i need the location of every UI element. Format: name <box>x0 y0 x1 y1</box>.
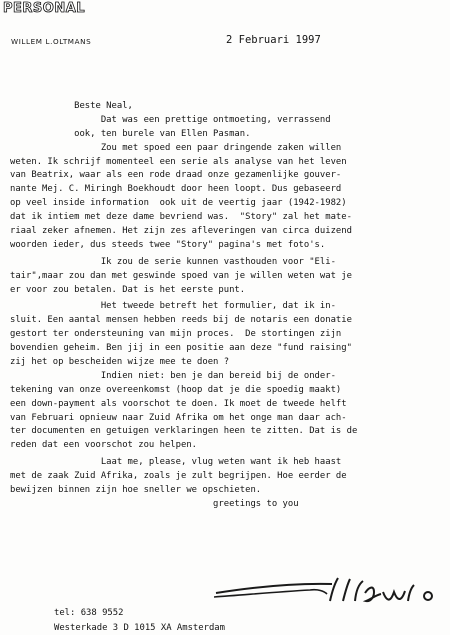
body-line: nante Mej. C. Miringh Boekhoudt door heen loopt. Dus gebaseerd <box>10 184 342 195</box>
body-line: zij het op bescheiden wijze mee te doen ? <box>10 357 230 368</box>
body-line: met de zaak Zuid Afrika, zoals je zult begrijpen. Hoe eerder de <box>10 471 347 482</box>
body-line: bovendien geheim. Ben jij in een positie aan deze "fund raising" <box>10 343 352 354</box>
body-line: tekening van onze overeenkomst (hoop dat je die spoedig maakt) <box>10 384 342 395</box>
body-line: van Februari opnieuw naar Zuid Afrika om het onge man daar ach- <box>10 412 347 423</box>
contact-block <box>54 606 225 636</box>
body-line: weten. Ik schrijf momenteel een serie als analyse van het leven <box>10 156 347 167</box>
letter-body <box>10 100 450 512</box>
body-line: een down-payment als voorschot te doen. Ik moet de tweede helft <box>10 398 347 409</box>
body-line: ook, ten burele van Ellen Pasman. <box>10 128 251 139</box>
body-line: riaal zeker afnemen. Het zijn zes afleveringen van circa duizend <box>10 226 352 237</box>
body-line: Ik zou de serie kunnen vasthouden voor "Eli- <box>10 256 336 267</box>
body-line: er voor zou betalen. Dat is het eerste punt. <box>10 284 246 295</box>
handwritten-signature <box>214 575 440 615</box>
body-line: bewijzen binnen zijn hoe sneller we opschieten. <box>10 485 262 496</box>
body-line: woorden ieder, dus steeds twee "Story" pagina's met foto's. <box>10 239 326 250</box>
body-line: dat ik intiem met deze dame bevriend was. "Story" zal het mate- <box>10 212 352 223</box>
letterhead-mark: PERSONAL <box>3 1 86 16</box>
salutation: Beste Neal, <box>10 101 133 111</box>
body-line: tair",maar zou dan met geswinde spoed van je willen weten wat je <box>10 270 352 281</box>
body-line: van Beatrix, waar als een rode draad onze gezamenlijke gouver- <box>10 170 342 181</box>
author-name: WILLEM L.OLTMANS <box>11 37 92 46</box>
contact-phone: tel: 638 9552 <box>54 608 124 618</box>
body-line: op veel inside information ook uit de veertig jaar (1942-1982) <box>10 198 347 209</box>
body-line: ter documenten en getuigen verklaringen heen te zitten. Dat is de <box>10 426 358 437</box>
body-line: Dat was een prettige ontmoeting, verrassend <box>10 114 331 125</box>
contact-address: Westerkade 3 D 1015 XA Amsterdam <box>54 623 225 633</box>
closing-greeting: greetings to you <box>10 498 299 509</box>
body-line: gestort ter ondersteuning van mijn proces. De stortingen zijn <box>10 329 342 340</box>
body-line: Zou met spoed een paar dringende zaken willen <box>10 142 342 153</box>
body-line: Indien niet: ben je dan bereid bij de onder- <box>10 370 336 381</box>
body-line: Het tweede betreft het formulier, dat ik in- <box>10 301 336 312</box>
body-line: Laat me, please, vlug weten want ik heb haast <box>10 457 342 468</box>
body-line: reden dat een voorschot zou helpen. <box>10 440 198 451</box>
letter-date: 2 Februari 1997 <box>226 34 321 46</box>
body-line: sluit. Een aantal mensen hebben reeds bij de notaris een donatie <box>10 315 352 326</box>
